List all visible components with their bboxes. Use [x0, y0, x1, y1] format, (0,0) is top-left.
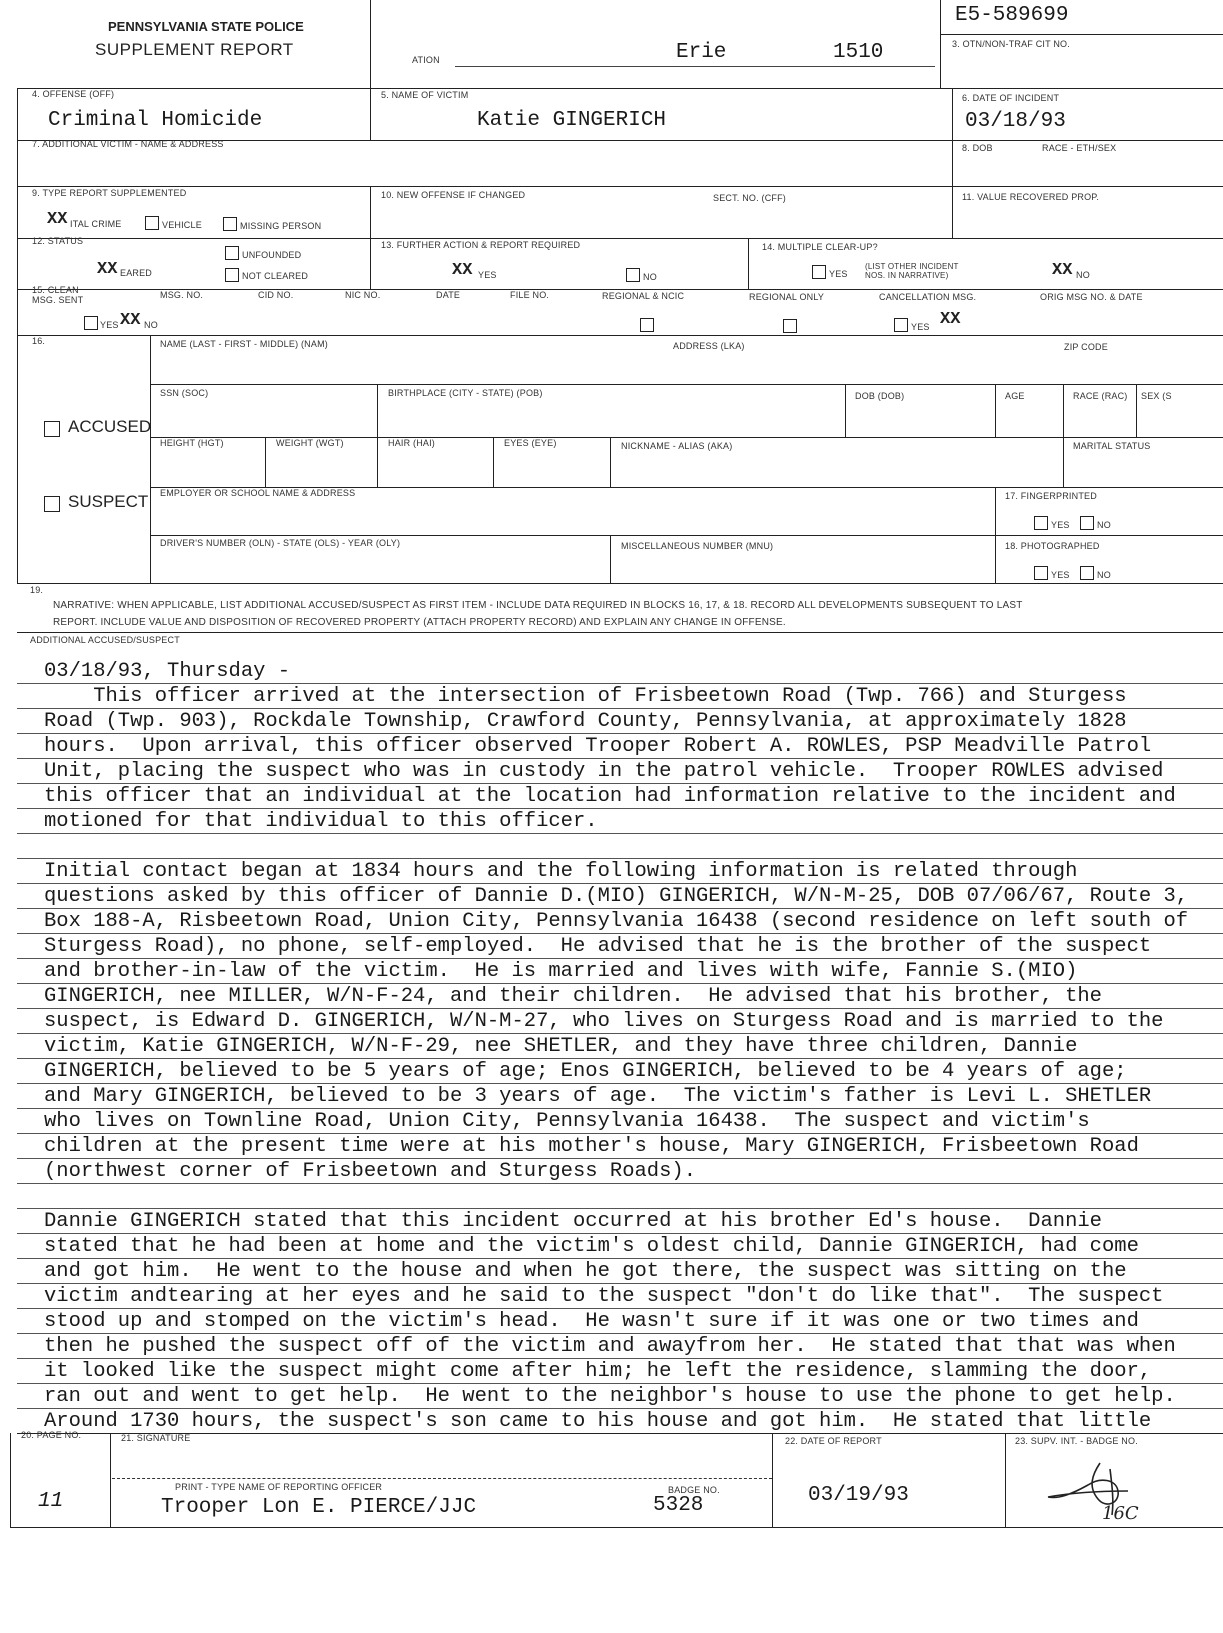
- regional-only-label: REGIONAL ONLY: [749, 292, 825, 302]
- employer-label: EMPLOYER OR SCHOOL NAME & ADDRESS: [160, 488, 356, 498]
- narrative-line: hours. Upon arrival, this officer observed Trooper Robert A. ROWLES, PSP Meadville Patrol: [44, 735, 1152, 758]
- zip-label: ZIP CODE: [1064, 342, 1108, 352]
- birthplace-label: BIRTHPLACE (CITY - STATE) (POB): [388, 388, 543, 398]
- cid-no-label: CID NO.: [258, 290, 294, 300]
- age-label: AGE: [1005, 391, 1025, 401]
- dob-label: DOB (DOB): [855, 391, 905, 401]
- new-offense-label: 10. NEW OFFENSE IF CHANGED: [381, 190, 526, 200]
- narrative-line: Initial contact began at 1834 hours and the following information is related through: [44, 860, 1078, 883]
- fingerprinted-yes-checkbox[interactable]: [1034, 516, 1048, 530]
- regional-only-checkbox[interactable]: [783, 319, 797, 333]
- clean-no-label: NO: [144, 320, 158, 330]
- cleared-option-label: EARED: [120, 268, 153, 278]
- missing-person-checkbox[interactable]: [223, 217, 237, 231]
- offense-label: 4. OFFENSE (OFF): [32, 89, 115, 99]
- narrative-line: Dannie GINGERICH stated that this incident occurred at his brother Ed's house. Dannie: [44, 1210, 1102, 1233]
- additional-victim-label: 7. ADDITIONAL VICTIM - NAME & ADDRESS: [32, 139, 224, 149]
- narrative-line: who lives on Townline Road, Union City, Pennsylvania 16438. The suspect and victim's: [44, 1110, 1090, 1133]
- fingerprinted-no-checkbox[interactable]: [1080, 516, 1094, 530]
- narrative-line: and got him. He went to the house and when he got there, the suspect was sitting on the: [44, 1260, 1127, 1283]
- supv-handwritten-badge: 16C: [1102, 1503, 1139, 1524]
- page-no-label: 20. PAGE NO.: [21, 1430, 82, 1440]
- orig-msg-label: ORIG MSG NO. & DATE: [1040, 292, 1143, 302]
- incident-number: E5-589699: [955, 4, 1069, 27]
- incident-date-value: 03/18/93: [965, 110, 1066, 133]
- photographed-no-checkbox[interactable]: [1080, 566, 1094, 580]
- height-label: HEIGHT (HGT): [160, 438, 224, 448]
- unfounded-checkbox[interactable]: [225, 246, 239, 260]
- address-label: ADDRESS (LKA): [673, 341, 745, 351]
- list-other-note: (LIST OTHER INCIDENT NOS. IN NARRATIVE): [865, 262, 959, 280]
- multiple-no-label: NO: [1076, 270, 1090, 280]
- msg-no-label: MSG. NO.: [160, 290, 204, 300]
- fingerprinted-yes-label: YES: [1051, 520, 1070, 530]
- narrative-line: and brother-in-law of the victim. He is married and lives with wife, Fannie S.(MIO): [44, 960, 1078, 983]
- unfounded-label: UNFOUNDED: [242, 250, 302, 260]
- fingerprinted-label: 17. FINGERPRINTED: [1005, 491, 1097, 501]
- narrative-line: (northwest corner of Frisbeetown and Sturgess Roads).: [44, 1160, 697, 1183]
- sect-no-label: SECT. NO. (CFF): [713, 193, 786, 203]
- nic-no-label: NIC NO.: [345, 290, 381, 300]
- victim-dob-label: 8. DOB: [962, 143, 993, 153]
- narrative-line: This officer arrived at the intersection of Frisbeetown Road (Twp. 766) and Sturgess: [44, 685, 1127, 708]
- crime-checkbox-mark: XX: [47, 210, 68, 229]
- officer-name: Trooper Lon E. PIERCE/JJC: [161, 1496, 477, 1519]
- narrative-line: Road (Twp. 903), Rockdale Township, Crawford County, Pennsylvania, at approximately 1828: [44, 710, 1127, 733]
- station-code: 1510: [833, 41, 884, 64]
- multiple-yes-checkbox[interactable]: [812, 265, 826, 279]
- suspect-label: SUSPECT: [68, 492, 149, 511]
- not-cleared-checkbox[interactable]: [225, 268, 239, 282]
- narrative-line: victim, Katie GINGERICH, W/N-F-29, nee SHETLER, and they have three children, Dannie: [44, 1035, 1078, 1058]
- narrative-line: children at the present time were at his mother's house, Mary GINGERICH, Frisbeetown Road: [44, 1135, 1139, 1158]
- narrative-line: Sturgess Road), no phone, self-employed. He advised that he is the brother of the suspect: [44, 935, 1152, 958]
- further-action-label: 13. FURTHER ACTION & REPORT REQUIRED: [381, 240, 581, 250]
- supv-badge-label: 23. SUPV. INT. - BADGE NO.: [1015, 1436, 1138, 1446]
- block19-number: 19.: [30, 585, 44, 595]
- value-recovered-label: 11. VALUE RECOVERED PROP.: [962, 192, 1100, 202]
- report-type-title: SUPPLEMENT REPORT: [95, 40, 294, 59]
- clean-yes-checkbox[interactable]: [84, 316, 98, 330]
- further-yes-label: YES: [478, 270, 497, 280]
- victim-label: 5. NAME OF VICTIM: [381, 90, 469, 100]
- vehicle-checkbox[interactable]: [145, 216, 159, 230]
- cancellation-label: CANCELLATION MSG.: [879, 292, 977, 302]
- status-label: 12. STATUS: [32, 236, 84, 246]
- incident-date-label: 6. DATE OF INCIDENT: [962, 93, 1060, 103]
- narrative-line: motioned for that individual to this officer.: [44, 810, 598, 833]
- station-label: ATION: [412, 55, 440, 65]
- signature-line: [112, 1478, 772, 1479]
- misc-number-label: MISCELLANEOUS NUMBER (MNU): [621, 541, 774, 551]
- agency-name: PENNSYLVANIA STATE POLICE: [108, 19, 304, 34]
- narrative-line: GINGERICH, believed to be 5 years of age; Enos GINGERICH, believed to be 4 years of age;: [44, 1060, 1127, 1083]
- suspect-checkbox[interactable]: [44, 496, 60, 512]
- narrative-line: and Mary GINGERICH, believed to be 3 years of age. The victim's father is Levi L. SHETLER: [44, 1085, 1152, 1108]
- further-no-label: NO: [643, 272, 657, 282]
- narrative-line: Box 188-A, Risbeetown Road, Union City, Pennsylvania 16438 (second residence on left south of: [44, 910, 1189, 933]
- narrative-line: Unit, placing the suspect who was in custody in the patrol vehicle. Trooper ROWLES advised: [44, 760, 1164, 783]
- not-cleared-label: NOT CLEARED: [242, 271, 309, 281]
- drivers-number-label: DRIVER'S NUMBER (OLN) - STATE (OLS) - YEAR (OLY): [160, 538, 401, 548]
- race-label: RACE (RAC): [1073, 391, 1128, 401]
- regional-ncic-label: REGIONAL & NCIC: [602, 291, 685, 301]
- narrative-instructions-line1: NARRATIVE: WHEN APPLICABLE, LIST ADDITIONAL ACCUSED/SUSPECT AS FIRST ITEM - INCLUDE DATA REQUIRED IN BLOCKS 16, 17, & 18. RECORD ALL DEVELOPMENTS SUBSEQUENT TO LAST: [53, 600, 1023, 611]
- narrative-line: stated that he had been at home and the victim's oldest child, Dannie GINGERICH, had come: [44, 1235, 1139, 1258]
- ssn-label: SSN (SOC): [160, 388, 209, 398]
- missing-person-label: MISSING PERSON: [240, 221, 322, 231]
- cancellation-yes-label: YES: [911, 322, 930, 332]
- clean-msg-label: 15. CLEAN MSG. SENT: [32, 285, 84, 305]
- narrative-line: suspect, is Edward D. GINGERICH, W/N-M-27, who lives on Sturgess Road and is married to the: [44, 1010, 1164, 1033]
- photographed-yes-checkbox[interactable]: [1034, 566, 1048, 580]
- narrative-line: Around 1730 hours, the suspect's son came to his house and got him. He stated that little: [44, 1410, 1152, 1433]
- photographed-no-label: NO: [1097, 570, 1111, 580]
- marital-status-label: MARITAL STATUS: [1073, 441, 1151, 451]
- fingerprinted-no-label: NO: [1097, 520, 1111, 530]
- clean-no-mark: XX: [120, 311, 141, 330]
- victim-value: Katie GINGERICH: [477, 109, 667, 132]
- regional-ncic-checkbox[interactable]: [640, 318, 654, 332]
- narrative-line: victim andtearing at her eyes and he said to the suspect "don't do like that". The suspect: [44, 1285, 1164, 1308]
- narrative-line: this officer that an individual at the location had information relative to the incident and: [44, 785, 1176, 808]
- photographed-yes-label: YES: [1051, 570, 1070, 580]
- block16-number: 16.: [32, 336, 46, 346]
- badge-no-value: 5328: [653, 1494, 704, 1517]
- clean-yes-label: YES: [100, 320, 119, 330]
- crime-option-label: ITAL CRIME: [70, 219, 122, 229]
- narrative-line: then he pushed the suspect off of the victim and awayfrom her. He stated that that was when: [44, 1335, 1176, 1358]
- accused-label: ACCUSED: [68, 417, 152, 436]
- cancellation-yes-checkbox[interactable]: [894, 318, 908, 332]
- narrative-instructions-line2: REPORT. INCLUDE VALUE AND DISPOSITION OF RECOVERED PROPERTY (ATTACH PROPERTY RECORD) AND EXPLAIN ANY CHANGE IN OFFENSE.: [53, 617, 786, 628]
- further-yes-mark: XX: [452, 261, 473, 280]
- signature-label: 21. SIGNATURE: [121, 1433, 191, 1443]
- weight-label: WEIGHT (WGT): [276, 438, 344, 448]
- sex-label: SEX (S: [1141, 391, 1172, 401]
- date-of-report-label: 22. DATE OF REPORT: [785, 1436, 882, 1446]
- cancellation-no-mark: XX: [940, 310, 961, 329]
- hair-label: HAIR (HAI): [388, 438, 435, 448]
- multiple-no-mark: XX: [1052, 261, 1073, 280]
- file-no-label: FILE NO.: [510, 290, 550, 300]
- name-label: NAME (LAST - FIRST - MIDDLE) (NAM): [160, 339, 328, 349]
- cleared-checkbox-mark: XX: [97, 260, 118, 279]
- otn-label: 3. OTN/NON-TRAF CIT NO.: [952, 39, 1070, 49]
- photographed-label: 18. PHOTOGRAPHED: [1005, 541, 1100, 551]
- eyes-label: EYES (EYE): [504, 438, 557, 448]
- vehicle-option-label: VEHICLE: [162, 220, 202, 230]
- print-name-label: PRINT - TYPE NAME OF REPORTING OFFICER: [175, 1482, 383, 1492]
- narrative-line: ran out and went to get help. He went to the neighbor's house to use the phone to get help.: [44, 1385, 1176, 1408]
- type-supplemented-label: 9. TYPE REPORT SUPPLEMENTED: [32, 188, 187, 198]
- victim-race-label: RACE - ETH/SEX: [1042, 143, 1117, 153]
- badge-no-label: BADGE NO.: [668, 1485, 720, 1495]
- narrative-line: stood up and stomped on the victim's head. He wasn't sure if it was one or two times and: [44, 1310, 1139, 1333]
- multiple-clearup-label: 14. MULTIPLE CLEAR-UP?: [762, 242, 878, 252]
- multiple-yes-label: YES: [829, 269, 848, 279]
- narrative-line: it looked like the suspect might come after him; he left the residence, slamming the door,: [44, 1360, 1152, 1383]
- station-value: Erie: [676, 41, 727, 64]
- additional-accused-label: ADDITIONAL ACCUSED/SUSPECT: [30, 635, 180, 645]
- offense-value: Criminal Homicide: [48, 109, 263, 132]
- narrative-line: GINGERICH, nee MILLER, W/N-F-24, and their children. He advised that his brother, the: [44, 985, 1102, 1008]
- date-of-report-value: 03/19/93: [808, 1484, 909, 1507]
- date-label: DATE: [436, 290, 461, 300]
- further-no-checkbox[interactable]: [626, 268, 640, 282]
- nickname-label: NICKNAME - ALIAS (AKA): [621, 441, 733, 451]
- accused-checkbox[interactable]: [44, 421, 60, 437]
- narrative-line: questions asked by this officer of Dannie D.(MIO) GINGERICH, W/N-M-25, DOB 07/06/67, Route 3,: [44, 885, 1189, 908]
- page-no-value: 11: [38, 1490, 64, 1513]
- narrative-line: 03/18/93, Thursday -: [44, 660, 291, 683]
